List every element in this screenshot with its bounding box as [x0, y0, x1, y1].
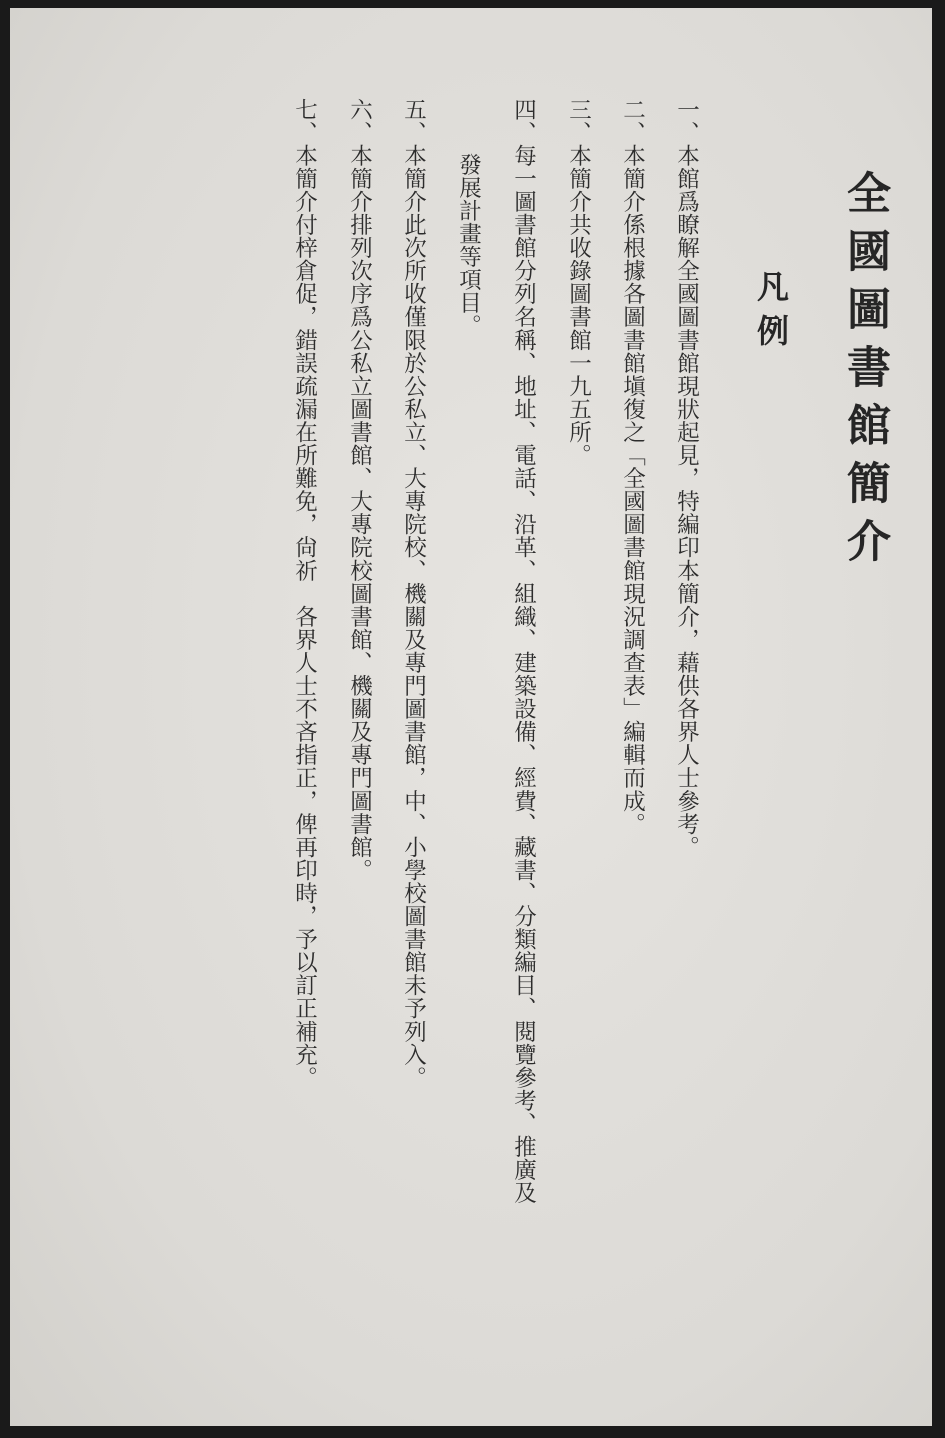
list-item-1: 一、本館爲瞭解全國圖書館現狀起見，特編印本簡介，藉供各界人士參考。 [673, 98, 700, 859]
section-heading: 凡例 [752, 270, 790, 358]
list-item-5: 五、本簡介此次所收僅限於公私立、大專院校、機關及專門圖書館，中、小學校圖書館未予列入。 [400, 98, 427, 1090]
list-item-3: 三、本簡介共收錄圖書館一九五所。 [565, 98, 592, 467]
document-title: 全國圖書館簡介 [839, 170, 890, 576]
list-item-6: 六、本簡介排列次序爲公私立圖書館、大專院校圖書館、機關及專門圖書館。 [346, 98, 373, 882]
paper-sheet [10, 8, 932, 1426]
list-item-4-continuation: 發展計畫等項目。 [455, 153, 482, 338]
list-item-7: 七、本簡介付梓倉促，錯誤疏漏在所難免，尙祈 各界人士不吝指正，俾再印時，予以訂正補充。 [291, 98, 318, 1090]
list-item-4: 四、每一圖書館分列名稱、地址、電話、沿革、組織、建築設備、經費、藏書、分類編目、閱覽參考、推廣及 [510, 98, 537, 1205]
list-item-2: 二、本簡介係根據各圖書館塡復之「全國圖書館現況調查表」編輯而成。 [619, 98, 646, 836]
